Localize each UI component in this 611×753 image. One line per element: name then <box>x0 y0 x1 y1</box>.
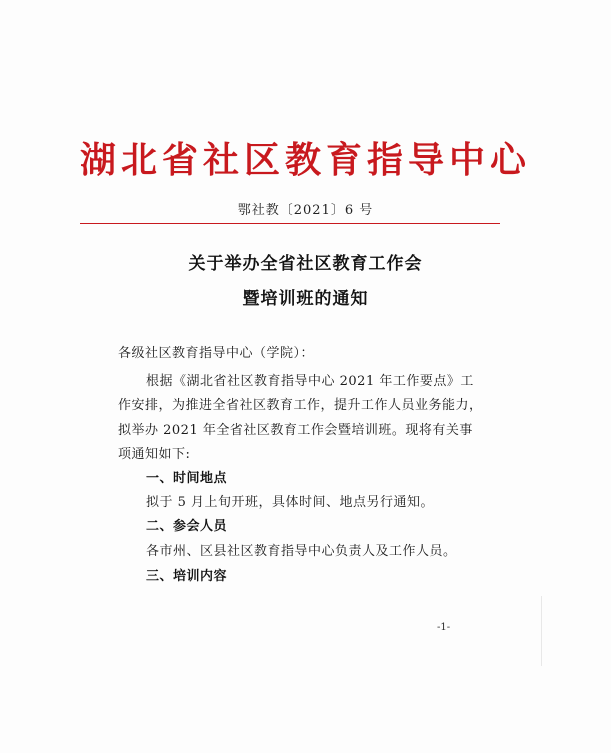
section-text-time-location: 拟于 5 月上旬开班，具体时间、地点另行通知。 <box>146 495 435 510</box>
notice-title-line-2: 暨培训班的通知 <box>242 289 369 309</box>
section-heading-time-location: 一、时间地点 <box>146 471 228 486</box>
salutation: 各级社区教育指导中心（学院）： <box>118 346 315 361</box>
page-number: -1- <box>437 622 451 633</box>
paragraph-line: 拟举办 2021 年全省社区教育工作会暨培训班。现将有关事 <box>118 423 473 438</box>
red-divider-line <box>80 223 500 224</box>
section-text-participants: 各市州、区县社区教育指导中心负责人及工作人员。 <box>146 544 457 559</box>
paragraph-line: 作安排，为推进全省社区教育工作，提升工作人员业务能力， <box>118 398 483 413</box>
section-heading-training-content: 三、培训内容 <box>146 569 228 584</box>
notice-title-line-1: 关于举办全省社区教育工作会 <box>188 254 423 274</box>
organization-title: 湖北省社区教育指导中心 <box>79 139 531 181</box>
section-heading-participants: 二、参会人员 <box>146 519 228 534</box>
document-number: 鄂社教〔2021〕6 号 <box>237 203 374 218</box>
paragraph-line: 根据《湖北省社区教育指导中心 2021 年工作要点》工 <box>146 374 474 389</box>
paragraph-line: 项通知如下: <box>118 447 191 462</box>
scan-edge-mark <box>541 596 542 666</box>
